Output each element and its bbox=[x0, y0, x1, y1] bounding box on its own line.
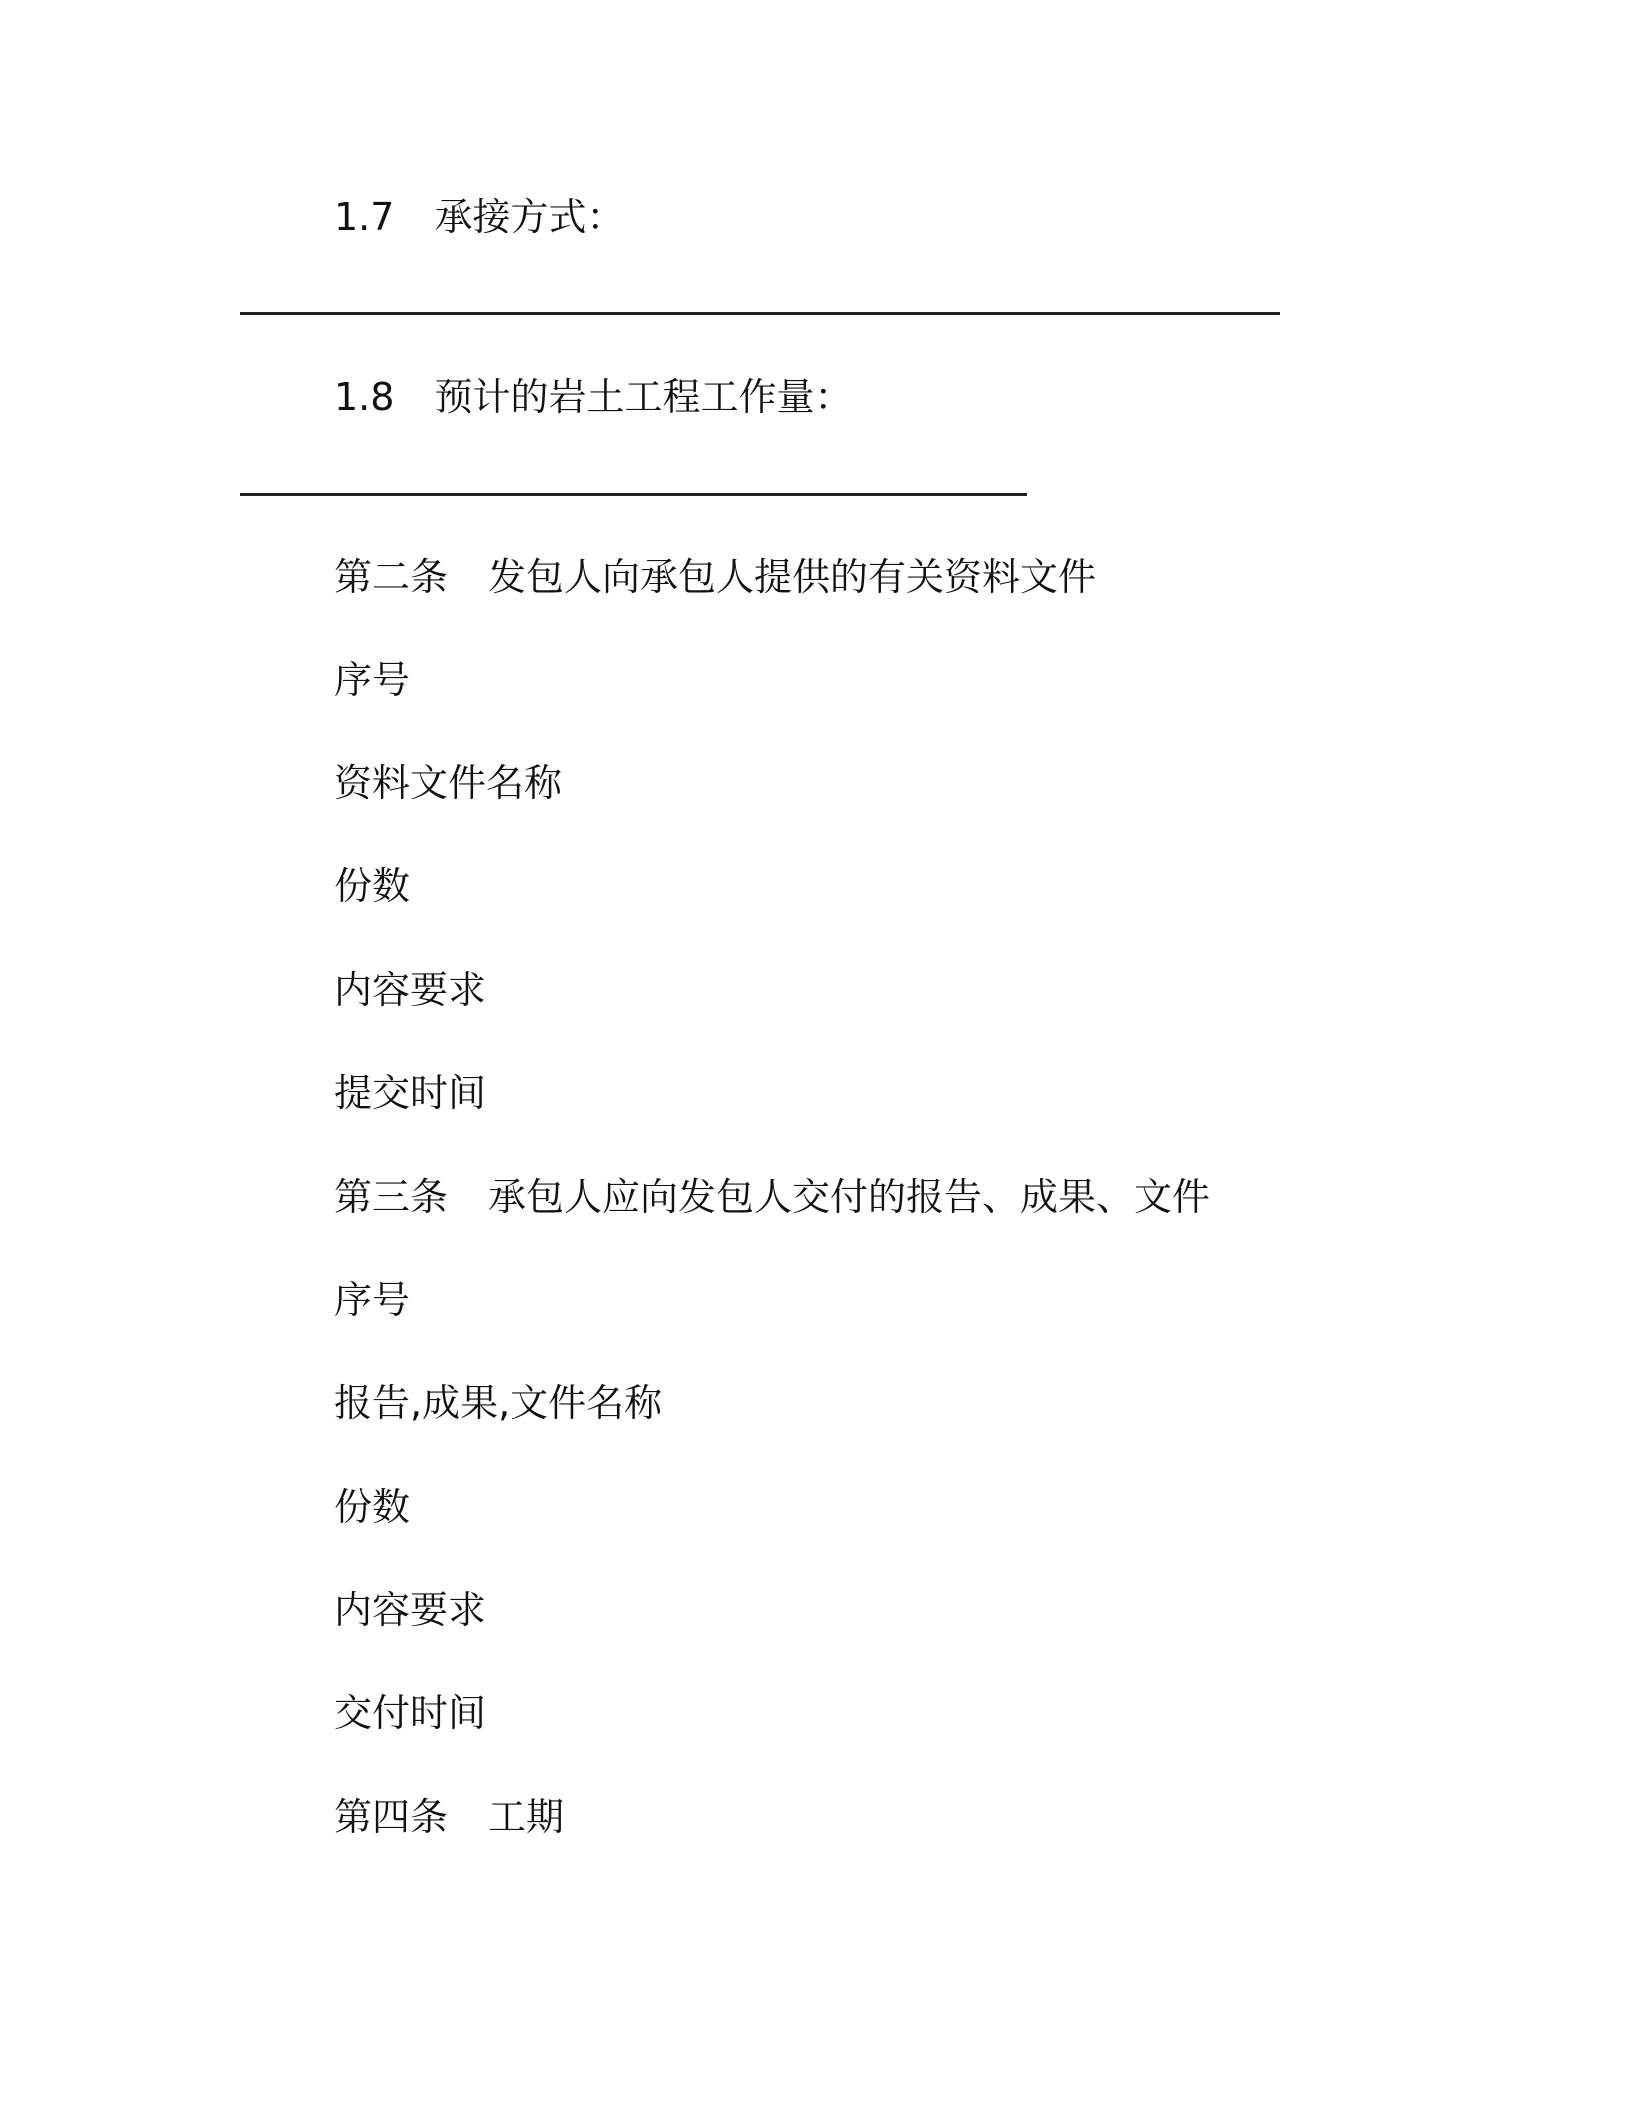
article-2-column-name: 资料文件名称 bbox=[334, 761, 563, 805]
item-1-7-number: 1.7 bbox=[334, 195, 395, 239]
article-3-column-number: 序号 bbox=[334, 1278, 411, 1322]
item-1-7 bbox=[334, 193, 624, 241]
article-2-column-requirements: 内容要求 bbox=[334, 968, 487, 1012]
article-2-heading bbox=[334, 553, 1096, 601]
article-3-column-time: 交付时间 bbox=[334, 1691, 487, 1735]
article-2-label: 第二条 bbox=[334, 555, 449, 599]
fill-in-line-1-7 bbox=[240, 312, 1280, 315]
article-3-column-name: 报告,成果,文件名称 bbox=[334, 1381, 663, 1425]
article-4-heading bbox=[334, 1793, 564, 1841]
item-1-8 bbox=[334, 373, 852, 421]
article-3-column-requirements: 内容要求 bbox=[334, 1588, 487, 1632]
item-1-8-text: 预计的岩土工程工作量： bbox=[434, 375, 853, 419]
article-2-column-copies: 份数 bbox=[334, 864, 411, 908]
item-1-8-number: 1.8 bbox=[334, 375, 395, 419]
article-2-column-number: 序号 bbox=[334, 658, 411, 702]
article-3-column-copies: 份数 bbox=[334, 1485, 411, 1529]
article-4-title: 工期 bbox=[488, 1795, 565, 1839]
article-3-heading bbox=[334, 1173, 1210, 1221]
article-2-title: 发包人向承包人提供的有关资料文件 bbox=[488, 555, 1097, 599]
article-3-title: 承包人应向发包人交付的报告、成果、文件 bbox=[488, 1175, 1211, 1219]
item-1-7-text: 承接方式： bbox=[434, 195, 625, 239]
article-2-column-time: 提交时间 bbox=[334, 1071, 487, 1115]
fill-in-line-1-8 bbox=[240, 493, 1027, 496]
article-4-label: 第四条 bbox=[334, 1795, 449, 1839]
article-3-label: 第三条 bbox=[334, 1175, 449, 1219]
